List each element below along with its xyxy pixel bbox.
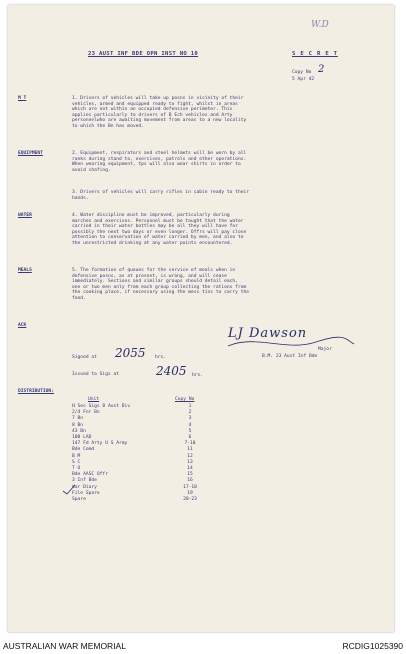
document-date: 5 Apr 42 [292, 77, 315, 82]
distribution-unit: File Spare [72, 490, 100, 496]
paragraph-line: carried in their water bottles may be all they will have for [72, 224, 238, 230]
paragraph-line: the cooking place, if necessary using the mess tins to carry the [72, 290, 250, 296]
footer-record-id: RCDIG1025390 [342, 641, 403, 651]
distribution-copy: 1 [188, 404, 192, 409]
distribution-col-unit: Unit [88, 397, 100, 402]
footer-source: AUSTRALIAN WAR MEMORIAL [3, 641, 126, 651]
document-title: 23 AUST INF BDE OPN INST NO 10 [88, 51, 199, 57]
distribution-unit: Bde AASC Offr [72, 472, 108, 478]
distribution-row [0, 466, 300, 472]
distribution-copy: 15 [187, 472, 193, 478]
distribution-copy: 2 [188, 410, 192, 416]
distribution-copy: 5 [188, 428, 192, 434]
distribution-row [0, 429, 300, 435]
section-heading-equipment: EQUIPMENT [18, 151, 43, 156]
distribution-unit: H Sec Sigs 8 Aust Div [72, 404, 131, 409]
distribution-unit: 10B LAD [72, 435, 92, 440]
tick-mark [62, 484, 76, 496]
distribution-copy: 16 [187, 478, 193, 484]
distribution-copy: 7-10 [184, 441, 196, 447]
distribution-unit: 3 Inf Bde [72, 478, 97, 484]
paragraph-line: immediately. Sections and similar groups should detail each, [72, 279, 238, 285]
distribution-row [0, 454, 300, 460]
paragraph-line: marches and exercises. Personnel must be taught that the water [72, 218, 244, 224]
signature-flourish [226, 330, 356, 352]
paragraph-line: possibly the next two days or even longer. Offrs will pay close [72, 229, 247, 235]
rank-label: Major [318, 347, 332, 352]
distribution-unit: Bde Comd [72, 447, 95, 453]
distribution-copy: 11 [187, 447, 193, 453]
distribution-unit: 43 Bn [72, 428, 86, 434]
distribution-unit: 7 Bn [72, 416, 84, 422]
paragraph-line: attention to conservation of water carried by men, and also to [72, 235, 244, 241]
paragraph-2 [72, 151, 382, 173]
section-heading-meals: MEALS [18, 268, 32, 273]
paragraph-line: one or two men only from each group collecting the rations from [72, 284, 247, 290]
distribution-row [0, 478, 300, 484]
paragraph-line: 5. The formation of queues for the service of meals when in [72, 268, 236, 273]
paragraph-line: hands. [72, 195, 89, 201]
distribution-copy: 19 [187, 490, 193, 496]
distribution-unit: B M [72, 453, 81, 459]
distribution-copy: 20-23 [183, 497, 197, 502]
paragraph-line: ranks during stand to, exercises, patrols and other operations. [72, 156, 247, 162]
paragraph-line: vehicles, armed and equipped ready to fight, whilst in areas [72, 101, 238, 107]
distribution-heading: DISTRIBUTION: [18, 389, 54, 394]
distribution-row [0, 435, 300, 441]
issued-label: Issued to Sigs at [72, 372, 120, 377]
distribution-row [0, 416, 300, 422]
appointment-label: B.M. 23 Aust Inf Bde [262, 354, 318, 359]
corner-annotation: W.D [311, 20, 329, 30]
classification-label: S E C R E T [292, 51, 338, 57]
distribution-unit: Spare [72, 497, 86, 502]
footer-bar [0, 636, 406, 654]
paragraph-line: defensive posns, as at present, is wrong, and will cease [72, 273, 227, 279]
distribution-copy: 4 [188, 422, 192, 428]
distribution-row [0, 410, 300, 416]
paragraph-1 [72, 96, 382, 130]
distribution-unit: T O [72, 466, 81, 471]
section-heading-water: WATER [18, 213, 32, 218]
distribution-copy: 12 [187, 453, 193, 459]
paragraph-line: food. [72, 295, 86, 301]
signed-hrs-label: hrs. [155, 355, 167, 360]
distribution-unit: War Diary [72, 484, 97, 490]
paragraph-4 [72, 213, 382, 247]
distribution-copy: 13 [187, 459, 193, 465]
paragraph-3 [72, 190, 382, 201]
distribution-row [0, 441, 300, 447]
section-heading-mt: M T [18, 96, 27, 101]
paragraph-line: 4. Water discipline must be improved, particularly during [72, 213, 230, 218]
distribution-unit: 8 Bn [72, 422, 84, 428]
issued-time: 2405 [156, 364, 187, 378]
issued-hrs-label: hrs. [192, 373, 204, 378]
paragraph-line: to which the Bn has moved. [72, 123, 144, 129]
distribution-row [0, 447, 300, 453]
paragraph-line: which are not within an occupied defensive perimeter. This [72, 107, 233, 113]
distribution-row [0, 472, 300, 478]
paragraph-line: avoid chafing. [72, 167, 111, 173]
signed-at-time: 2055 [115, 346, 146, 360]
distribution-row [0, 404, 300, 410]
distribution-col-copy: Copy No [175, 397, 195, 402]
copy-number: 2 [318, 64, 325, 75]
distribution-unit: 147 Fd Arty U S Army [72, 441, 128, 447]
paragraph-5 [72, 268, 382, 302]
distribution-copy: 14 [187, 466, 193, 471]
distribution-row [0, 460, 300, 466]
distribution-unit: S C [72, 459, 81, 465]
distribution-row [0, 491, 300, 497]
distribution-copy: 3 [188, 416, 192, 422]
paragraph-line: applies particularly to drivers of B Ech vehicles and Arty [72, 112, 233, 118]
signature: LJ Dawson [228, 326, 308, 341]
paragraph-line: 1. Drivers of vehicles will take up posns in vicinity of their [72, 96, 244, 101]
paragraph-line: personnelwho are awaiting movement from areas to a new locality [72, 118, 247, 124]
copy-label: Copy No [292, 70, 312, 75]
signed-at-label: Signed at [72, 355, 97, 360]
paragraph-line: the unrestricted drinking at any water points encountered. [72, 240, 233, 246]
distribution-row [0, 497, 300, 503]
distribution-row [0, 485, 300, 491]
paragraph-line: 3. Drivers of vehicles will carry rifles in cabin ready to their [72, 190, 250, 195]
paragraph-line: When wearing equipment, tps will also wear shirts in order to [72, 162, 241, 168]
distribution-unit: 2/4 Fnr Bn [72, 410, 100, 416]
paragraph-line: 2. Equipment, respirators and steel helmets will be worn by all [72, 151, 247, 156]
distribution-copy: 6 [188, 435, 192, 440]
ack-label: ACK [18, 323, 27, 328]
distribution-copy: 17-18 [183, 484, 197, 490]
distribution-row [0, 423, 300, 429]
